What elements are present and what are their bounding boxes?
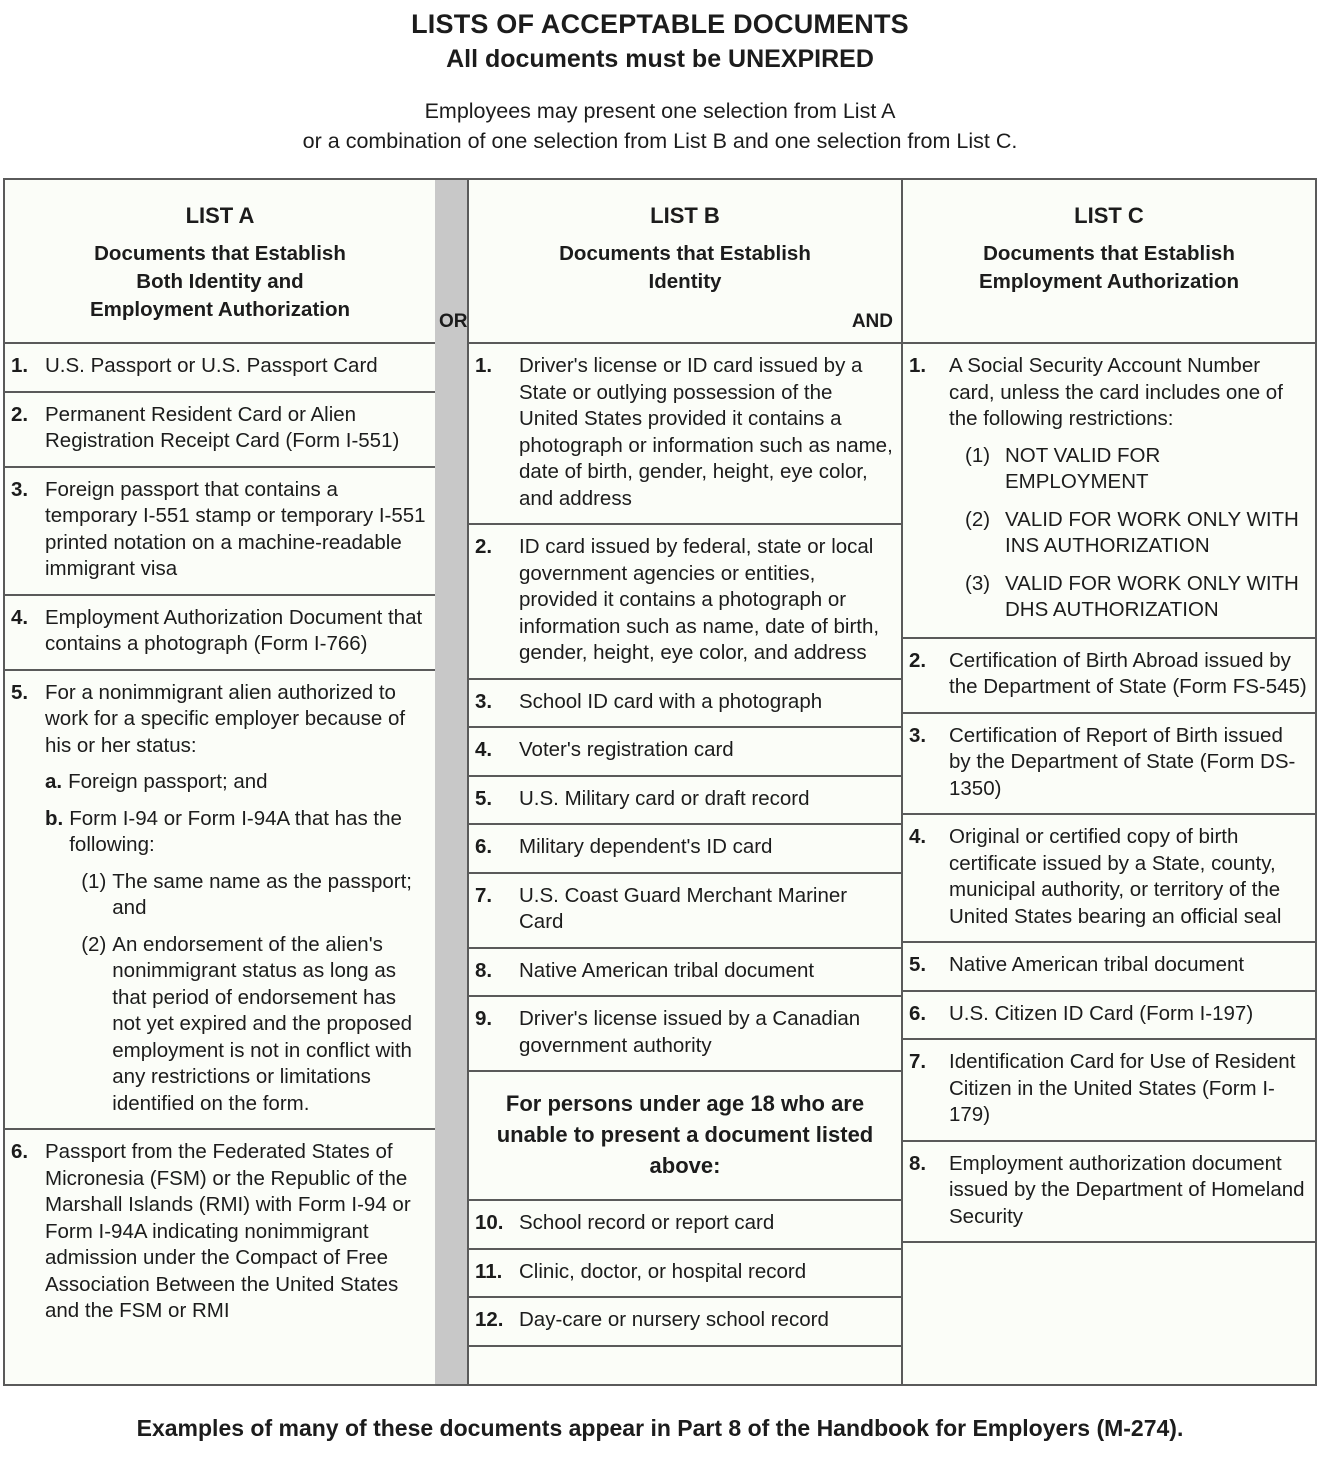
- item-number: 3.: [909, 723, 927, 747]
- list-item: [5, 596, 435, 671]
- list-item: [469, 777, 901, 826]
- and-connector-label: AND: [851, 311, 893, 332]
- intro-instructions: [0, 96, 1320, 156]
- item-number: 8.: [475, 958, 493, 982]
- list-item: [903, 1040, 1315, 1142]
- item-text: Native American tribal document: [519, 958, 815, 982]
- item-number: 2.: [11, 402, 29, 426]
- list-item: [903, 943, 1315, 992]
- item-number: 7.: [475, 883, 493, 907]
- item-text: U.S. Military card or draft record: [519, 786, 810, 810]
- sub-sub-item: [81, 932, 429, 1118]
- restriction-item: [965, 507, 1309, 560]
- restriction-marker: (3): [965, 571, 991, 595]
- page-title: LISTS OF ACCEPTABLE DOCUMENTS: [411, 9, 909, 39]
- item-number: 3.: [11, 477, 29, 501]
- sub-item-marker: a.: [45, 770, 63, 793]
- list-a-column: [5, 180, 435, 1384]
- list-item: [469, 344, 901, 525]
- item-number: 6.: [11, 1140, 29, 1163]
- sub-sub-item-marker: (1): [81, 869, 107, 893]
- item-text: ID card issued by federal, state or local government agencies or entities, provided it contains a photograph or information such as name, date of birth, gender, height, eye color, and address: [519, 535, 880, 664]
- document-header: [0, 0, 1320, 156]
- item-text: U.S. Citizen ID Card (Form I-197): [949, 1001, 1254, 1025]
- footer-note: Examples of many of these documents appear in Part 8 of the Handbook for Employers (M-274).: [136, 1415, 1184, 1441]
- list-item: [469, 1201, 901, 1250]
- list-b-items: [469, 344, 901, 1384]
- item-number: 5.: [475, 786, 493, 810]
- sub-item-list: [45, 769, 429, 1117]
- item-number: 6.: [475, 835, 493, 858]
- sub-item-text: Foreign passport; and: [68, 770, 268, 793]
- intro-line-2: or a combination of one selection from List B and one selection from List C.: [302, 129, 1018, 153]
- list-a-description-line-2: Both Identity and: [136, 270, 304, 293]
- sub-item-text: Form I-94 or Form I-94A that has the following:: [69, 806, 402, 856]
- item-number: 1.: [475, 354, 493, 377]
- sub-item: [45, 806, 429, 1118]
- item-number: 8.: [909, 1151, 927, 1175]
- item-number: 7.: [909, 1050, 927, 1073]
- list-item: [5, 393, 435, 468]
- sub-sub-item: [81, 869, 429, 922]
- item-number: 11.: [475, 1259, 503, 1283]
- list-item: [903, 992, 1315, 1041]
- list-item: [469, 949, 901, 998]
- item-text: A Social Security Account Number card, unless the card includes one of the following restrictions:: [949, 354, 1283, 430]
- item-text: Certification of Report of Birth issued by the Department of State (Form DS-1350): [949, 723, 1296, 800]
- sub-sub-item-list: [69, 869, 429, 1118]
- list-item: [903, 815, 1315, 943]
- list-a-description: [13, 240, 427, 324]
- or-divider-header: [435, 180, 467, 344]
- item-text: Clinic, doctor, or hospital record: [519, 1259, 807, 1283]
- item-text: Day-care or nursery school record: [519, 1308, 829, 1331]
- list-b-description-line-2: Identity: [648, 270, 722, 293]
- restriction-text: NOT VALID FOR EMPLOYMENT: [1005, 443, 1161, 493]
- page-subtitle: All documents must be UNEXPIRED: [446, 45, 874, 73]
- intro-line-1: Employees may present one selection from List A: [424, 99, 896, 123]
- list-item: [469, 1298, 901, 1347]
- list-item: [903, 714, 1315, 816]
- list-a-header: [5, 180, 435, 344]
- item-number: 3.: [475, 689, 493, 713]
- restriction-text: VALID FOR WORK ONLY WITH DHS AUTHORIZATION: [1005, 571, 1299, 621]
- list-c-description-line-1: Documents that Establish: [983, 242, 1235, 265]
- list-b-description: [477, 240, 893, 296]
- list-item: [5, 671, 435, 1131]
- list-item: [469, 1250, 901, 1299]
- list-item: [469, 680, 901, 729]
- item-number: 1.: [11, 354, 29, 377]
- item-number: 12.: [475, 1308, 504, 1331]
- item-number: 5.: [909, 953, 927, 976]
- item-number: 9.: [475, 1007, 493, 1030]
- item-number: 2.: [909, 648, 927, 672]
- sub-item: [45, 769, 429, 796]
- item-text-block: [949, 353, 1309, 626]
- list-a-title: LIST A: [185, 203, 255, 228]
- item-number: 10.: [475, 1211, 504, 1234]
- list-a-description-line-3: Employment Authorization: [89, 298, 351, 321]
- restriction-item: [965, 443, 1309, 496]
- list-item: [469, 825, 901, 874]
- item-text: Original or certified copy of birth certificate issued by a State, county, municipal authority, or territory of the United States bearing an official seal: [949, 825, 1282, 928]
- minor-documents-notice: For persons under age 18 who are unable to present a document listed above:: [469, 1072, 901, 1201]
- list-a-items: [5, 344, 435, 1384]
- list-c-header: [903, 180, 1315, 344]
- item-number: 5.: [11, 680, 29, 704]
- list-c-items: [903, 344, 1315, 1384]
- item-text: Employment authorization document issued by the Department of Homeland Security: [949, 1151, 1305, 1228]
- list-item: [5, 468, 435, 596]
- item-text: Voter's registration card: [519, 738, 734, 761]
- item-text: School ID card with a photograph: [519, 689, 823, 713]
- list-item: [903, 344, 1315, 639]
- or-connector-label: OR: [439, 311, 468, 332]
- restriction-text: VALID FOR WORK ONLY WITH INS AUTHORIZATION: [1005, 507, 1299, 557]
- item-number: 4.: [909, 825, 927, 848]
- sub-sub-item-text: The same name as the passport; and: [112, 869, 412, 919]
- list-b-title: LIST B: [650, 203, 720, 228]
- sub-sub-item-marker: (2): [81, 932, 107, 956]
- list-item: [469, 997, 901, 1072]
- list-c-description: [911, 240, 1307, 296]
- item-text: Driver's license issued by a Canadian government authority: [519, 1007, 861, 1057]
- list-item: [469, 874, 901, 949]
- sub-sub-item-text: An endorsement of the alien's nonimmigrant status as long as that period of endorsement has not yet expired and the proposed employment is not in conflict with any restrictions or limitations identified on the form.: [112, 932, 413, 1115]
- acceptable-documents-table: [3, 178, 1317, 1386]
- list-c-title: LIST C: [1074, 203, 1144, 228]
- list-b-description-line-1: Documents that Establish: [559, 242, 811, 265]
- list-item: [469, 525, 901, 680]
- item-text: U.S. Passport or U.S. Passport Card: [45, 354, 378, 377]
- list-a-description-line-1: Documents that Establish: [94, 242, 346, 265]
- sub-item-marker: b.: [45, 806, 64, 830]
- list-b-column: [467, 180, 901, 1384]
- item-text-block: [45, 680, 429, 1118]
- item-number: 4.: [11, 605, 29, 629]
- item-text: Permanent Resident Card or Alien Registration Receipt Card (Form I-551): [45, 402, 400, 452]
- item-number: 6.: [909, 1001, 927, 1025]
- item-text: Driver's license or ID card issued by a State or outlying possession of the United States provided it contains a photograph or information such as name, date of birth, gender, height, eye color, and address: [519, 354, 893, 510]
- ssn-restrictions-list: [949, 443, 1309, 624]
- list-item: [5, 1130, 435, 1336]
- list-item: [5, 344, 435, 393]
- item-text: For a nonimmigrant alien authorized to work for a specific employer because of his or her status:: [45, 680, 406, 757]
- item-text: Foreign passport that contains a temporary I-551 stamp or temporary I-551 printed notation on a machine-readable immigrant visa: [45, 477, 426, 580]
- item-number: 2.: [475, 535, 493, 558]
- list-item: [903, 1142, 1315, 1244]
- restriction-item: [965, 571, 1309, 624]
- item-text: Military dependent's ID card: [519, 835, 773, 858]
- item-text: Employment Authorization Document that contains a photograph (Form I-766): [45, 605, 423, 655]
- item-number: 4.: [475, 738, 493, 761]
- list-item: [469, 728, 901, 777]
- or-divider-column: [435, 180, 467, 1384]
- list-c-column: [901, 180, 1315, 1384]
- item-text: U.S. Coast Guard Merchant Mariner Card: [519, 883, 848, 933]
- item-text: Passport from the Federated States of Micronesia (FSM) or the Republic of the Marshall Islands (RMI) with Form I-94 or Form I-94A indicating nonimmigrant admission under the Compact of Free Association Between the United States and the FSM or RMI: [45, 1140, 411, 1322]
- list-item: [903, 639, 1315, 714]
- list-c-description-line-2: Employment Authorization: [978, 270, 1240, 293]
- sub-item-body: [69, 806, 429, 1118]
- item-text: Identification Card for Use of Resident Citizen in the United States (Form I-179): [949, 1050, 1296, 1126]
- item-text: Native American tribal document: [949, 953, 1245, 976]
- list-b-header: [469, 180, 901, 344]
- restriction-marker: (2): [965, 507, 991, 531]
- restriction-marker: (1): [965, 443, 991, 467]
- item-number: 1.: [909, 354, 927, 377]
- item-text: Certification of Birth Abroad issued by the Department of State (Form FS-545): [949, 648, 1307, 698]
- item-text: School record or report card: [519, 1211, 775, 1234]
